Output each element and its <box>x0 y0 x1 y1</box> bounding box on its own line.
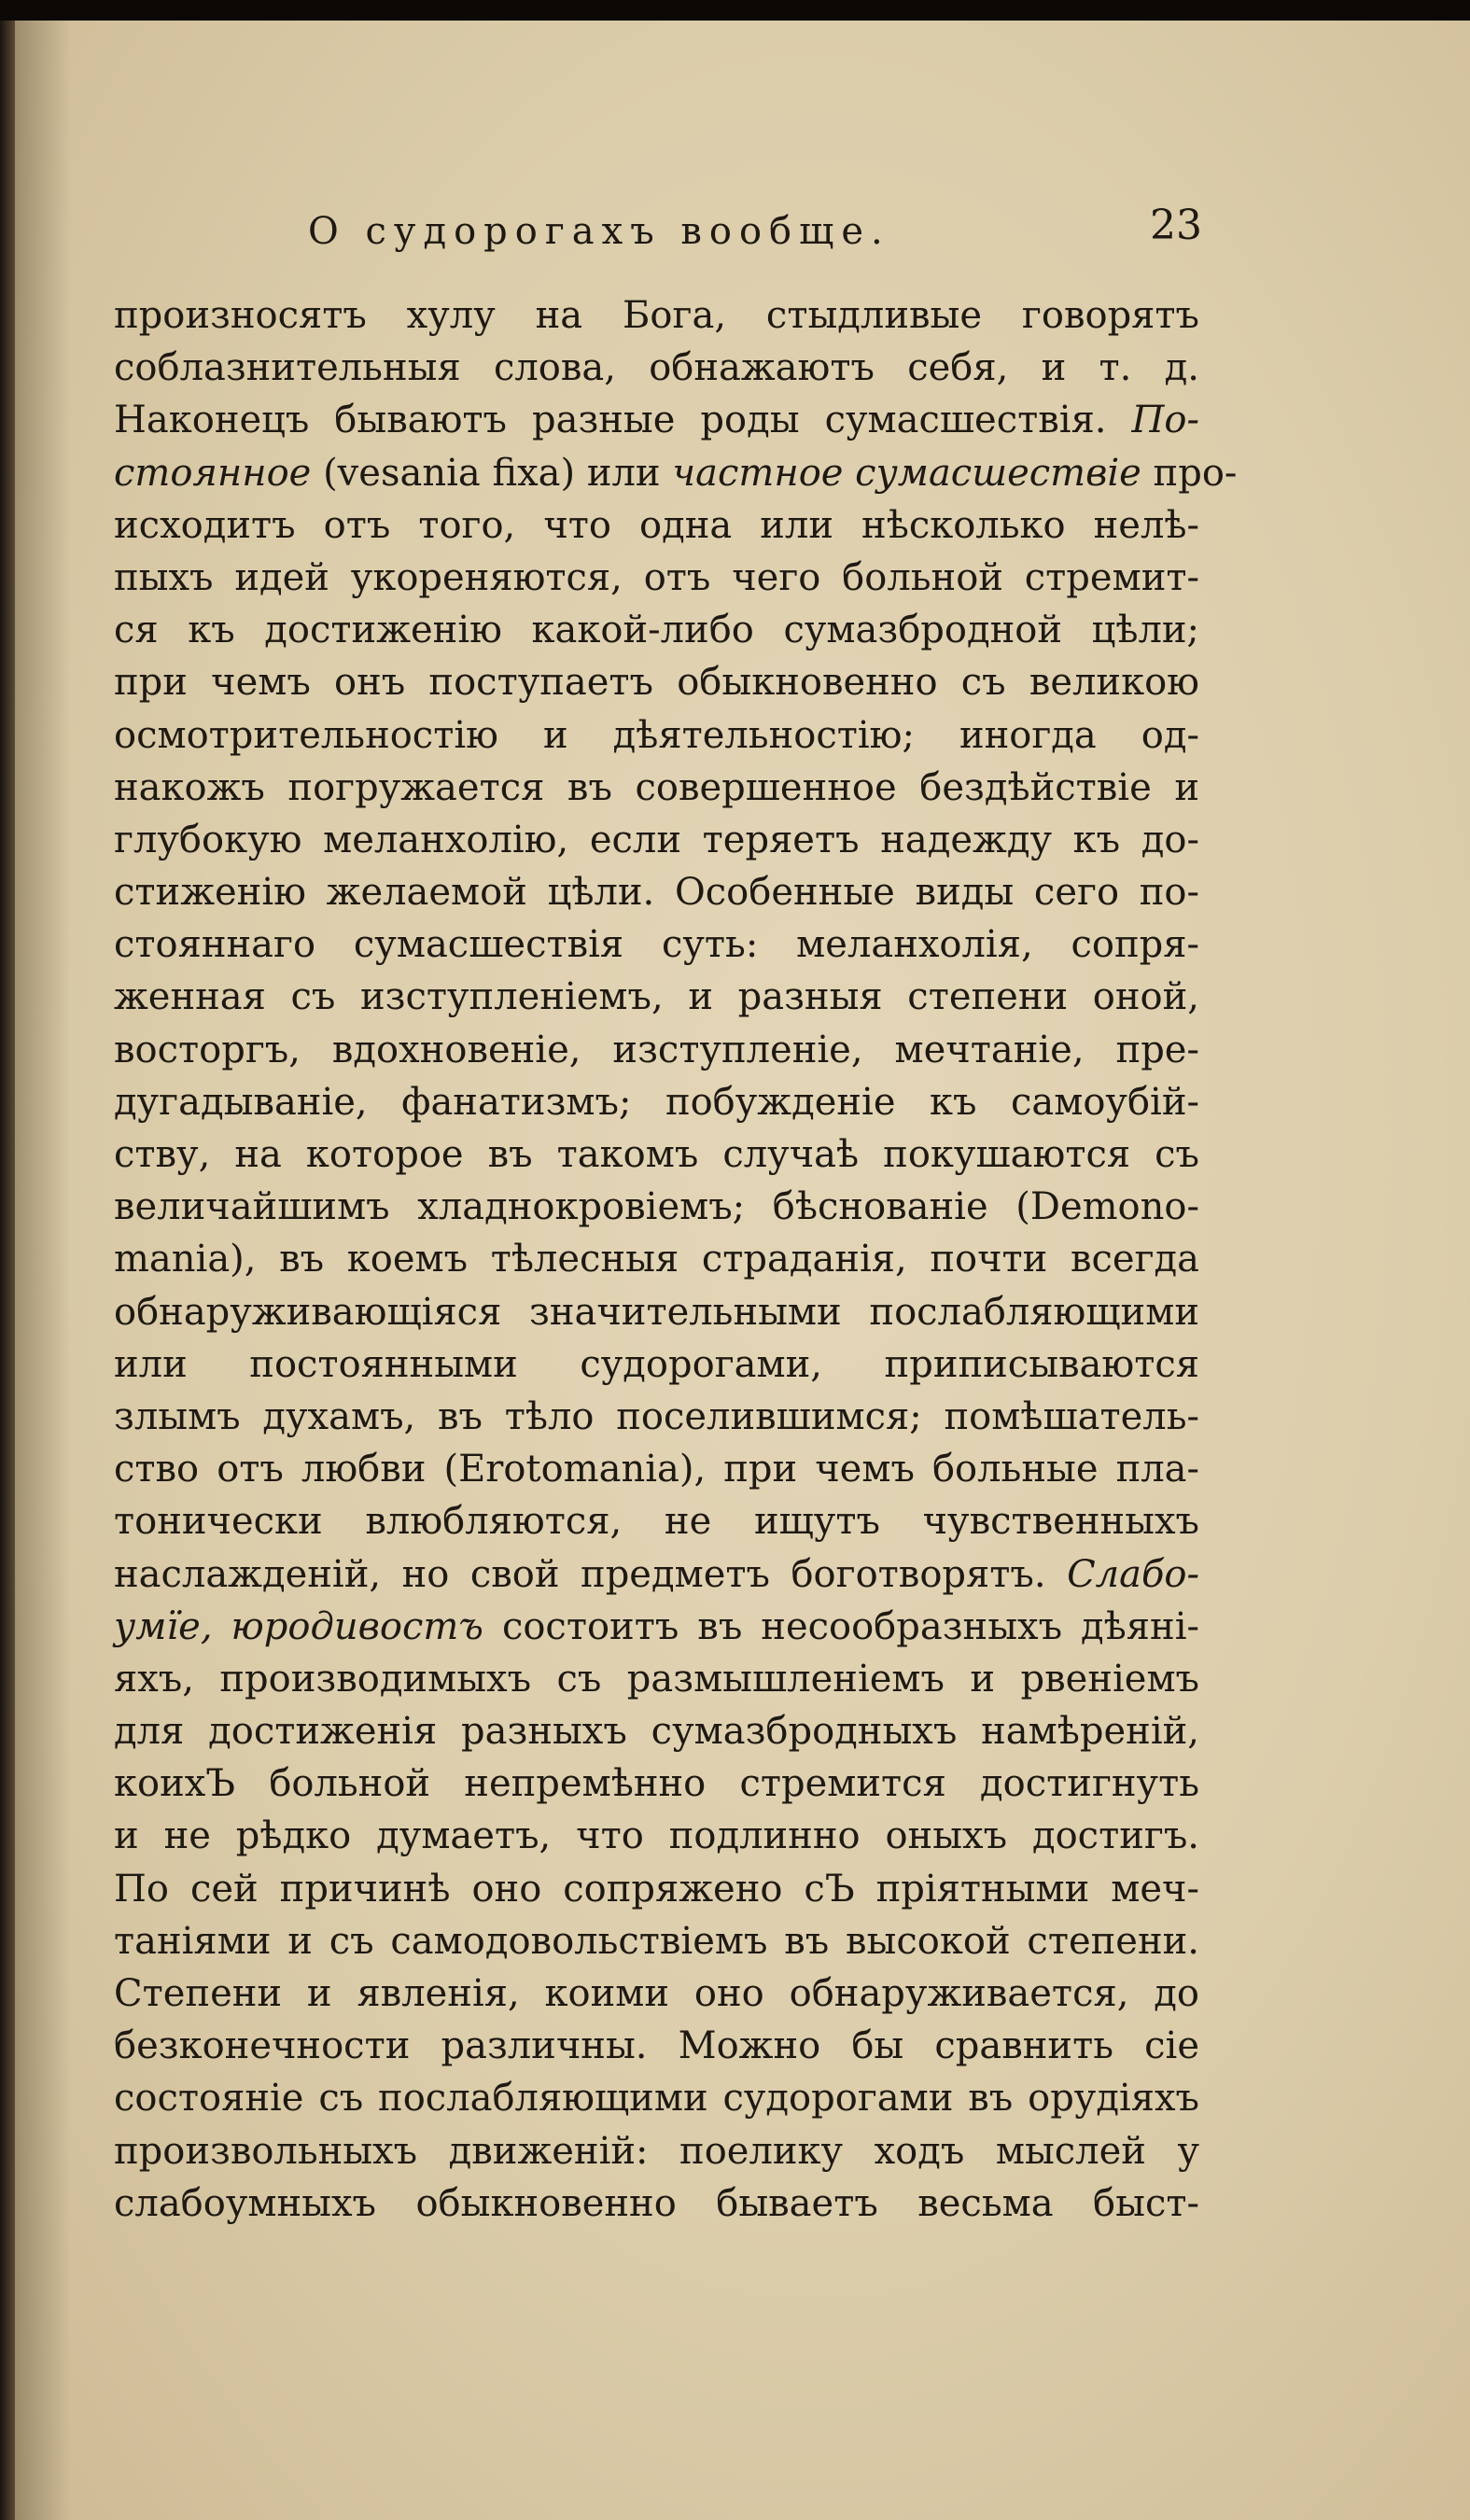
text-line <box>114 1338 1199 1391</box>
text-segment: накожъ погружается въ совершенное бездѣйствіе и <box>114 765 1199 809</box>
text-line <box>114 1286 1199 1338</box>
text-segment: наслажденій, но свой предметъ боготворятъ. <box>114 1552 1068 1596</box>
text-line <box>114 2020 1199 2072</box>
scan-top-border <box>0 0 1470 21</box>
text-segment: стиженію желаемой цѣли. Особенные виды сего по- <box>114 871 1199 915</box>
text-line <box>114 342 1199 394</box>
text-segment: величайшимъ хладнокровіемъ; бѣснованіе (Demono- <box>114 1185 1199 1229</box>
text-line <box>114 1548 1199 1601</box>
text-segment: обнаруживающіяся значительными послабляющими <box>114 1290 1199 1334</box>
italic-text-segment: По- <box>1131 399 1199 442</box>
text-segment: По сей причинѣ оно сопряжено сЪ пріятными меч- <box>114 1867 1199 1911</box>
text-segment: состояніе съ послабляющими судорогами въ орудіяхъ <box>114 2077 1199 2121</box>
text-line <box>114 971 1199 1023</box>
text-line <box>114 918 1199 971</box>
text-segment: осмотрительностію и дѣятельностію; иногда од- <box>114 713 1199 757</box>
text-segment: соблазнительныя слова, обнажаютъ себя, и т. д. <box>114 346 1199 390</box>
text-segment: ся къ достиженію какой-либо сумазбродной цѣли; <box>114 609 1199 652</box>
text-line <box>114 1601 1199 1653</box>
text-line <box>114 1757 1199 1810</box>
text-line <box>114 1705 1199 1757</box>
text-line <box>114 2125 1199 2177</box>
text-line <box>114 1391 1199 1443</box>
text-line <box>114 1653 1199 1705</box>
text-line <box>114 709 1199 762</box>
text-segment: для достиженія разныхъ сумазбродныхъ намѣреній, <box>114 1710 1199 1754</box>
text-segment: ство отъ любви (Erotomania), при чемъ больные пла- <box>114 1448 1199 1491</box>
text-segment: восторгъ, вдохновеніе, изступленіе, мечтаніе, пре- <box>114 1028 1199 1071</box>
text-segment: или постоянными судорогами, приписываются <box>114 1342 1199 1386</box>
body-text <box>114 289 1238 2230</box>
text-line <box>114 762 1199 814</box>
text-segment: дугадываніе, фанатизмъ; побужденіе къ самоубій- <box>114 1080 1199 1124</box>
text-segment: при чемъ онъ поступаетъ обыкновенно съ великою <box>114 661 1199 705</box>
text-line <box>114 814 1199 866</box>
text-segment: состоитъ въ несообразныхъ дѣяні- <box>483 1604 1199 1648</box>
text-line <box>114 1181 1199 1233</box>
text-segment: mania), въ коемъ тѣлесныя страданія, почти всегда <box>114 1238 1199 1281</box>
text-segment: злымъ духамъ, въ тѣло поселившимся; помѣшатель- <box>114 1394 1199 1438</box>
text-line <box>114 447 1238 499</box>
page-number: 23 <box>1150 202 1202 249</box>
text-segment: ству, на которое въ такомъ случаѣ покушаются съ <box>114 1133 1199 1176</box>
text-segment: и не рѣдко думаетъ, что подлинно оныхъ достигъ. <box>114 1814 1199 1858</box>
running-head: О судорогахъ вообще. <box>308 210 890 253</box>
italic-text-segment: умїе, юродивостъ <box>114 1604 483 1648</box>
italic-text-segment: Слабо- <box>1067 1552 1199 1596</box>
text-segment: безконечности различны. Можно бы сравнить сіе <box>114 2024 1199 2068</box>
text-segment: произвольныхъ движеній: поелику ходъ мыслей у <box>114 2129 1199 2173</box>
text-line <box>114 2072 1199 2124</box>
text-line <box>114 1967 1199 2020</box>
text-segment: исходитъ отъ того, что одна или нѣсколько нелѣ- <box>114 503 1199 547</box>
text-line <box>114 1810 1199 1862</box>
text-segment: Степени и явленія, коими оно обнаруживается, до <box>114 1972 1199 2015</box>
text-line <box>114 1495 1199 1547</box>
text-line <box>114 289 1199 342</box>
text-segment: яхъ, производимыхъ съ размышленіемъ и рвеніемъ <box>114 1657 1199 1701</box>
text-segment: коихЪ больной непремѣнно стремится достигнуть <box>114 1762 1199 1806</box>
text-line <box>114 394 1199 446</box>
gutter-shadow <box>15 21 71 2520</box>
text-line <box>114 604 1199 656</box>
text-segment: слабоумныхъ обыкновенно бываетъ весьма быст- <box>114 2181 1199 2225</box>
text-line <box>114 2177 1199 2230</box>
text-line <box>114 866 1199 918</box>
text-line <box>114 1076 1199 1128</box>
text-line <box>114 552 1199 604</box>
text-segment: таніями и съ самодовольствіемъ въ высокой степени. <box>114 1919 1199 1963</box>
text-segment: (vesania fixa) или <box>311 451 673 495</box>
text-segment: Наконецъ бываютъ разные роды сумасшествія. <box>114 399 1132 442</box>
italic-text-segment: стоянное <box>114 451 312 495</box>
text-line <box>114 1443 1199 1495</box>
text-segment: произносятъ хулу на Бога, стыдливые говорятъ <box>114 294 1199 337</box>
text-segment: тонически влюбляются, не ищутъ чувственныхъ <box>114 1500 1199 1544</box>
text-line <box>114 499 1199 552</box>
text-segment: про- <box>1141 451 1238 495</box>
book-spine-edge <box>0 21 15 2520</box>
text-segment: стояннаго сумасшествія суть: меланхолія, сопря- <box>114 923 1199 967</box>
text-segment: женная съ изступленіемъ, и разныя степени оной, <box>114 975 1199 1019</box>
text-segment: глубокую меланхолію, если теряетъ надежду къ до- <box>114 818 1199 861</box>
text-line <box>114 1233 1199 1285</box>
italic-text-segment: частное сумасшествіе <box>672 451 1141 495</box>
text-line <box>114 1024 1199 1076</box>
text-line <box>114 656 1199 708</box>
text-line <box>114 1863 1199 1915</box>
text-line <box>114 1128 1199 1181</box>
text-line <box>114 1915 1199 1967</box>
text-segment: пыхъ идей укореняются, отъ чего больной стремит- <box>114 555 1199 599</box>
